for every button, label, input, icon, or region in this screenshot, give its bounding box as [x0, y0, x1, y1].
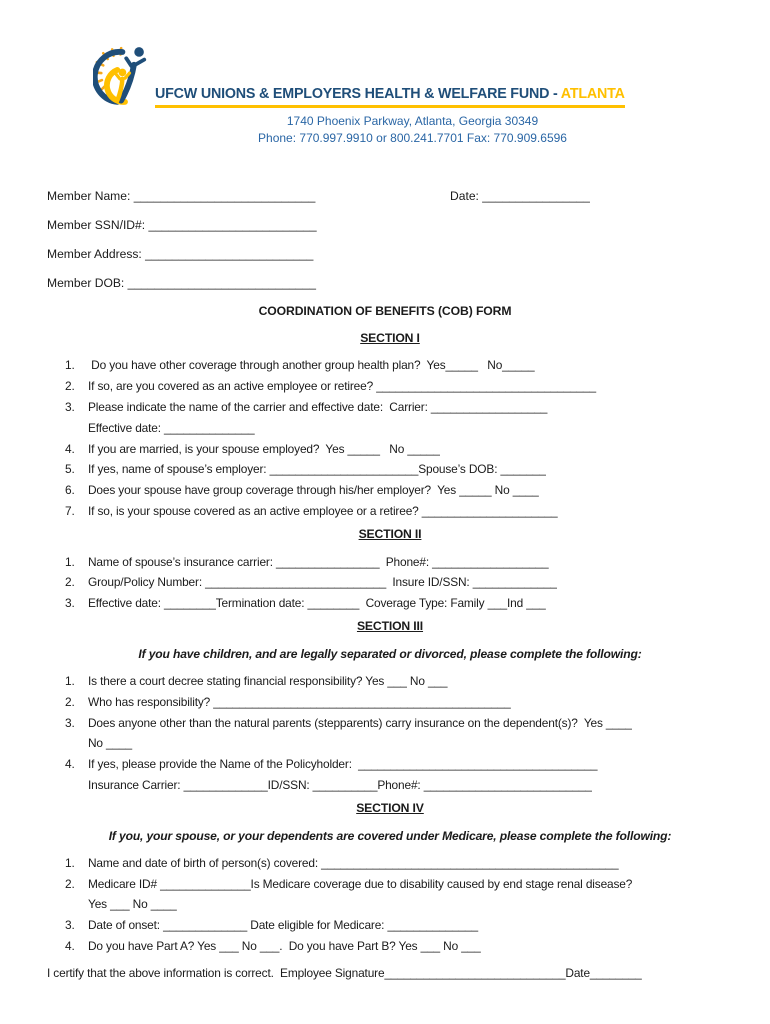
question-list: [65, 853, 715, 957]
member-ssn-blank-line: _________________________: [145, 217, 317, 232]
question-item: [65, 692, 715, 713]
question-text: If yes, please provide the Name of the Policyholder: _____________________________________: [88, 757, 598, 772]
question-text: Does anyone other than the natural parents (stepparents) carry insurance on the dependent(s)? Yes ____: [88, 715, 632, 730]
question-lines: [88, 572, 557, 593]
question-text: Does your spouse have group coverage through his/her employer? Yes _____ No ____: [88, 483, 539, 498]
question-item: [65, 397, 715, 439]
question-text: Please indicate the name of the carrier and effective date: Carrier: __________________: [88, 399, 548, 414]
item-number: 3.: [65, 596, 75, 611]
date-field: [450, 186, 590, 207]
member-address-blank-line: _________________________: [141, 246, 314, 261]
question-text: If so, is your spouse covered as an active employee or a retiree? _____________________: [88, 503, 558, 518]
question-lines: [88, 459, 546, 480]
section-heading: [65, 798, 715, 819]
question-item: [65, 439, 715, 460]
question-item: [65, 480, 715, 501]
member-address-row: [47, 244, 770, 265]
header: [93, 42, 770, 108]
question-list: [65, 552, 715, 614]
question-item: [65, 355, 715, 376]
member-ssn-label: Member SSN/ID#:: [47, 217, 146, 232]
item-number: 2.: [65, 575, 75, 590]
question-lines: [88, 692, 511, 713]
item-number: 4.: [65, 757, 75, 772]
item-number: 1.: [65, 855, 75, 870]
org-logo-sun-figures-icon: [93, 42, 157, 108]
question-lines: [88, 936, 481, 957]
member-ssn-row: [47, 215, 770, 236]
org-contact-block: [155, 113, 670, 146]
question-text: If yes, name of spouse’s employer: _______________________Spouse’s DOB: _______: [88, 462, 546, 477]
certification-line: I certify that the above information is correct. Employee Signature____________________________Date________: [47, 965, 642, 980]
member-name-row: [47, 186, 770, 207]
section-heading-text: SECTION III: [356, 618, 424, 633]
date-blank-line: ________________: [478, 189, 590, 203]
member-dob-row: [47, 273, 770, 294]
question-list: [65, 671, 715, 796]
org-address: 1740 Phoenix Parkway, Atlanta, Georgia 30349: [286, 114, 539, 128]
question-lines: [88, 713, 632, 755]
section-heading-text: SECTION II: [358, 526, 422, 541]
question-lines: [88, 853, 618, 874]
question-lines: [88, 552, 548, 573]
question-text: Effective date: ________Termination date: ________ Coverage Type: Family ___Ind ___: [88, 596, 546, 611]
member-dob-label: Member DOB:: [47, 275, 125, 290]
question-lines: [88, 671, 447, 692]
section-heading-text: SECTION I: [360, 330, 420, 345]
question-text: Who has responsibility? ______________________________________________: [88, 694, 511, 709]
section-note: If you have children, and are legally separated or divorced, please complete the following:: [138, 646, 642, 661]
question-lines: [88, 376, 596, 397]
item-number: 6.: [65, 483, 75, 498]
question-item: [65, 713, 715, 755]
question-lines: [88, 355, 535, 376]
question-text: Yes ___ No ____: [88, 897, 177, 912]
question-lines: [88, 754, 597, 796]
question-item: [65, 552, 715, 573]
question-item: [65, 501, 715, 522]
item-number: 4.: [65, 939, 75, 954]
member-address-label: Member Address:: [47, 246, 142, 261]
member-name-blank-line: ___________________________: [130, 189, 316, 203]
form-title: COORDINATION OF BENEFITS (COB) FORM: [258, 303, 512, 318]
item-number: 1.: [65, 554, 75, 569]
item-number: 2.: [65, 379, 75, 394]
question-item: [65, 754, 715, 796]
item-number: 5.: [65, 462, 75, 477]
question-item: [65, 459, 715, 480]
question-text: Group/Policy Number: ____________________________ Insure ID/SSN: _____________: [88, 575, 557, 590]
item-number: 3.: [65, 399, 75, 414]
section-heading: [65, 616, 715, 637]
question-lines: [88, 874, 632, 916]
form-section: [65, 616, 715, 796]
form-section: [65, 328, 715, 522]
question-lines: [88, 397, 547, 439]
question-lines: [88, 915, 478, 936]
question-text: If so, are you covered as an active employee or retiree? __________________________________: [88, 379, 596, 394]
question-text: Insurance Carrier: _____________ID/SSN: __________Phone#: __________________________: [88, 777, 592, 792]
date-label: Date:: [450, 189, 479, 203]
question-text: Do you have other coverage through another group health plan? Yes_____ No_____: [88, 358, 535, 373]
question-item: [65, 572, 715, 593]
item-number: 3.: [65, 918, 75, 933]
item-number: 2.: [65, 694, 75, 709]
item-number: 3.: [65, 715, 75, 730]
section-heading-text: SECTION IV: [356, 800, 424, 815]
question-text: Name and date of birth of person(s) covered: ______________________________________________: [88, 855, 619, 870]
section-note: If you, your spouse, or your dependents are covered under Medicare, please complete the following:: [108, 828, 672, 843]
question-lines: [88, 501, 558, 522]
question-text: Is there a court decree stating financial responsibility? Yes ___ No ___: [88, 674, 448, 688]
question-item: [65, 593, 715, 614]
question-item: [65, 376, 715, 397]
question-text: Do you have Part A? Yes ___ No ___. Do you have Part B? Yes ___ No ___: [88, 939, 481, 954]
question-text: No ____: [88, 736, 132, 751]
item-number: 2.: [65, 876, 75, 891]
org-title: [155, 86, 625, 108]
form-section: [65, 798, 715, 957]
question-lines: [88, 480, 539, 501]
question-text: Medicare ID# ______________Is Medicare coverage due to disability caused by end stage renal disease?: [88, 876, 633, 891]
item-number: 1.: [65, 358, 75, 373]
question-list: [65, 355, 715, 521]
item-number: 1.: [65, 674, 75, 688]
question-item: [65, 874, 715, 916]
org-title-name: UFCW UNIONS & EMPLOYERS HEALTH & WELFARE FUND -: [155, 86, 561, 102]
question-item: [65, 853, 715, 874]
item-number: 4.: [65, 441, 75, 456]
question-item: [65, 671, 715, 692]
section-heading: [65, 328, 715, 349]
member-name-label: Member Name:: [47, 189, 131, 203]
member-dob-blank-line: ____________________________: [124, 275, 316, 290]
section-heading: [65, 524, 715, 545]
question-text: Name of spouse’s insurance carrier: ________________ Phone#: __________________: [88, 554, 549, 569]
form-sections: [65, 328, 715, 957]
form-section: [65, 524, 715, 614]
question-lines: [88, 593, 546, 614]
question-lines: [88, 439, 440, 460]
org-title-region: ATLANTA: [560, 86, 625, 102]
question-text: Date of onset: _____________ Date eligible for Medicare: ______________: [88, 918, 478, 933]
question-text: If you are married, is your spouse employed? Yes _____ No _____: [88, 441, 440, 456]
item-number: 7.: [65, 503, 75, 518]
question-item: [65, 915, 715, 936]
org-phone-fax: Phone: 770.997.9910 or 800.241.7701 Fax: 770.909.6596: [258, 130, 567, 145]
question-item: [65, 936, 715, 957]
member-info-block: [47, 186, 770, 294]
question-text: Effective date: ______________: [88, 420, 255, 435]
